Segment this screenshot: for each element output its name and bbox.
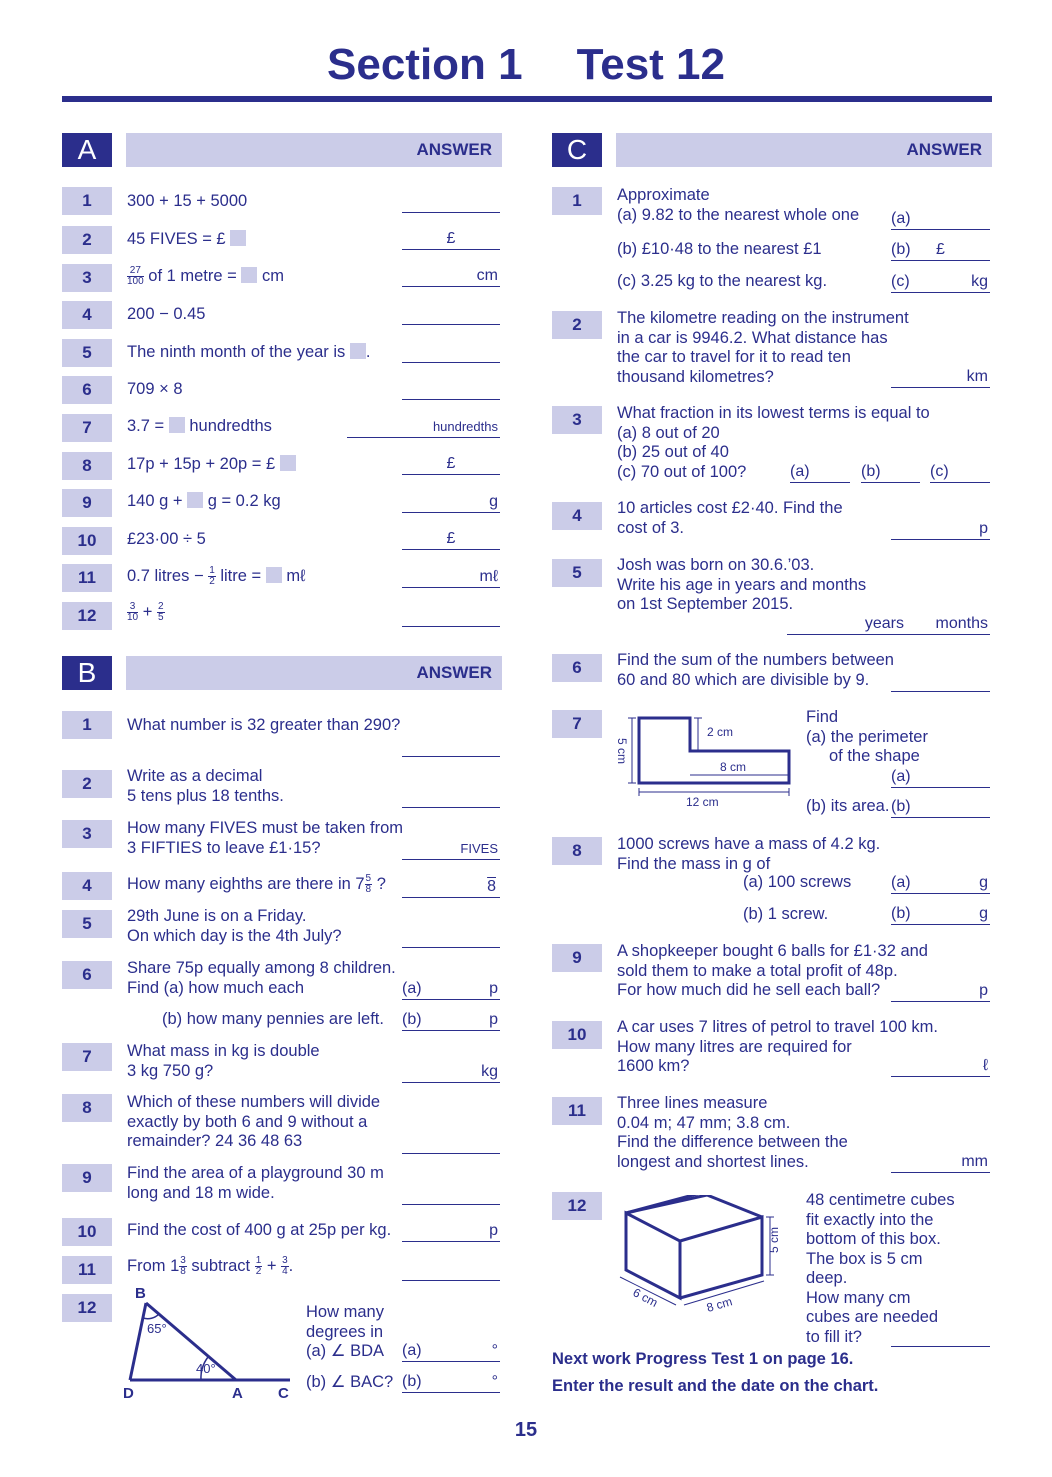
b-answer-7[interactable]: kg [402,1062,500,1083]
section-c-label: C [552,133,602,167]
b-num-8: 8 [62,1094,112,1122]
c-answer-3b[interactable]: (b) [861,462,920,483]
vertex-a: A [232,1385,243,1400]
b-num-3: 3 [62,820,112,848]
a-num-6: 6 [62,376,112,404]
c-num-1: 1 [552,187,602,215]
c-answer-6[interactable] [891,671,990,692]
c-q8: 1000 screws have a mass of 4.2 kg. Find the mass in g of [617,835,881,873]
b-q7: What mass in kg is double 3 kg 750 g? [127,1042,320,1080]
a-q8: 17p + 15p + 20p = £ [127,455,296,475]
c-q8b: (b) 1 screw. [743,905,829,923]
c-q7: Find (a) the perimeter of the shape [806,708,928,765]
b-num-5: 5 [62,910,112,938]
c-q5: Josh was born on 30.6.’03. Write his age in years and months on 1st September 2015. [617,556,867,613]
b-num-6: 6 [62,961,112,989]
a-num-8: 8 [62,452,112,480]
a-q3: $\frac{27}{100}$ of 1 metre = cm [127,265,284,287]
b-q8: Which of these numbers will divide exactly by both 6 and 9 without a remainder? 24 36 48 63 [127,1093,381,1150]
blank-box [230,230,246,246]
a-num-7: 7 [62,414,112,442]
b-q3: How many FIVES must be taken from 3 FIFTIES to leave £1·15? [127,819,404,857]
a-answer-11[interactable]: mℓ [402,567,500,588]
b-answer-10[interactable]: p [402,1221,500,1242]
b-answer-6a[interactable]: (a) p [402,979,500,1000]
b-q9: Find the area of a playground 30 m long and 18 m wide. [127,1164,384,1202]
b-num-10: 10 [62,1218,112,1246]
b-answer-2[interactable] [402,787,500,808]
a-answer-2[interactable]: £ [402,229,500,250]
c-q1: Approximate (a) 9.82 to the nearest whole one [617,186,860,224]
a-q6: 709 × 8 [127,380,183,398]
c-num-12: 12 [552,1192,602,1220]
c-answer-2[interactable]: km [891,367,990,388]
c-answer-3a[interactable]: (a) [790,462,850,483]
test-title: Test 12 [576,40,725,89]
a-q4: 200 − 0.45 [127,305,206,323]
c-answer-3c[interactable]: (c) [930,462,990,483]
angle-65: 65° [147,1321,167,1336]
a-q10: £23·00 ÷ 5 [127,530,206,548]
c-q1c: (c) 3.25 kg to the nearest kg. [617,272,828,290]
a-q5: The ninth month of the year is . [127,343,371,361]
header-rule [62,96,992,102]
box-diagram [612,1195,802,1325]
c-answer-4[interactable]: p [891,519,990,540]
c-num-9: 9 [552,944,602,972]
a-num-1: 1 [62,187,112,215]
section-a-answer-bar: ANSWER [126,133,502,167]
c-answer-8a[interactable]: (a) g [891,873,990,894]
box-height-label: 5 cm [767,1226,781,1253]
a-num-12: 12 [62,602,112,630]
a-q11: 0.7 litres − $\frac{1}{2}$ litre = mℓ [127,565,306,587]
c-num-4: 4 [552,502,602,530]
section-title: Section 1 [327,40,523,89]
b-q11: From 1 $\frac{3}{8}$ subtract $\frac{1}{2}$ + $\frac{3}{4}$ . [127,1255,294,1277]
c-answer-12[interactable] [891,1326,990,1347]
b-answer-8[interactable] [402,1133,500,1154]
box-width-label: 8 cm [704,1294,734,1315]
a-answer-7[interactable]: hundredths [347,417,500,438]
a-answer-6[interactable] [402,379,500,400]
footer-chart-note: Enter the result and the date on the chart. [552,1377,879,1395]
a-num-4: 4 [62,301,112,329]
a-answer-10[interactable]: £ [402,529,500,550]
c-num-2: 2 [552,311,602,339]
b-answer-6b[interactable]: (b) p [402,1010,500,1031]
a-q2: 45 FIVES = £ [127,230,246,250]
page-title [0,40,1052,90]
c-q6: Find the sum of the numbers between 60 and 80 which are divisible by 9. [617,651,894,689]
c-q8a: (a) 100 screws [743,873,852,891]
angle-40: 40° [196,1361,216,1376]
a-q12: $\frac{3}{10}$ + $\frac{2}{5}$ [127,601,164,623]
c-answer-8b[interactable]: (b) g [891,904,990,925]
a-q7: 3.7 = hundredths [127,417,272,435]
b-q1: What number is 32 greater than 290? [127,716,401,734]
b-num-7: 7 [62,1043,112,1071]
c-answer-1a[interactable]: (a) [891,209,990,230]
c-num-7: 7 [552,710,602,738]
a-answer-8[interactable]: £ [402,454,500,475]
c-num-8: 8 [552,837,602,865]
vertex-c: C [278,1385,289,1400]
b-num-12: 12 [62,1294,112,1322]
b-q10: Find the cost of 400 g at 25p per kg. [127,1221,392,1239]
a-num-5: 5 [62,339,112,367]
c-answer-11[interactable]: mm [891,1152,990,1173]
triangle-diagram [118,1285,298,1400]
c-num-10: 10 [552,1021,602,1049]
c-answer-5[interactable]: years months [787,614,990,635]
b-q2: Write as a decimal 5 tens plus 18 tenths. [127,767,284,805]
b-num-11: 11 [62,1256,112,1284]
c-answer-7b[interactable]: (b) [891,797,990,818]
c-answer-1b[interactable]: (b) £ [891,240,990,261]
a-answer-9[interactable]: g [402,492,500,513]
vertex-d: D [123,1385,134,1400]
c-q3: What fraction in its lowest terms is equal to (a) 8 out of 20 (b) 25 out of 40 (c) 70 out of 100? [617,404,930,481]
b-q5: 29th June is on a Friday. On which day is the 4th July? [127,907,342,945]
a-num-2: 2 [62,226,112,254]
a-answer-4[interactable] [402,304,500,325]
b-q6b: (b) how many pennies are left. [162,1010,384,1028]
box-depth-label: 6 cm [630,1285,661,1310]
shape-w3-label: 12 cm [686,795,719,809]
a-answer-12[interactable] [402,606,500,627]
a-num-11: 11 [62,564,112,592]
c-num-11: 11 [552,1097,602,1125]
a-answer-1[interactable] [402,192,500,213]
page-number: 15 [514,1419,538,1441]
shape-w2-label: 8 cm [720,760,747,774]
b-answer-3[interactable]: FIVES [402,839,500,860]
b-num-2: 2 [62,770,112,798]
a-q9: 140 g + g = 0.2 kg [127,492,281,510]
shape-height-label: 5 cm [615,738,629,765]
b-q12: How many degrees in (a) ∠ BDA [306,1303,385,1360]
c-q7b: (b) its area. [806,797,890,815]
a-q1: 300 + 15 + 5000 [127,192,248,210]
b-answer-12a[interactable]: (a) ° [402,1341,500,1362]
b-answer-11[interactable] [402,1260,500,1281]
c-num-5: 5 [552,559,602,587]
a-answer-3[interactable]: cm [402,266,500,287]
c-q1b: (b) £10·48 to the nearest £1 [617,240,822,258]
section-b-label: B [62,656,112,690]
vertex-b: B [135,1285,146,1302]
l-shape-diagram [612,708,802,813]
c-answer-10[interactable]: ℓ [891,1056,990,1077]
c-q2: The kilometre reading on the instrument in a car is 9946.2. What distance has the car to travel for it to read ten thousand kilometres? [617,309,909,386]
b-answer-9[interactable] [402,1184,500,1205]
b-q12b: (b) ∠ BAC? [306,1373,394,1391]
section-c-answer-bar: ANSWER [616,133,992,167]
a-num-9: 9 [62,489,112,517]
shape-w1-label: 2 cm [707,725,734,739]
b-q4: How many eighths are there in 7 $\frac{5}{8}$ ? [127,873,386,895]
c-q12: 48 centimetre cubes fit exactly into the bottom of this box. The box is 5 cm deep. How many cm cubes are needed to fill it? [806,1191,955,1346]
c-q11: Three lines measure 0.04 m; 47 mm; 3.8 cm. Find the difference between the longest and shortest lines. [617,1094,848,1171]
b-q6: Share 75p equally among 8 children. Find (a) how much each [127,959,396,997]
b-answer-5[interactable] [402,927,500,948]
c-num-3: 3 [552,406,602,434]
c-answer-1c[interactable]: (c) kg [891,272,990,293]
section-b-answer-bar: ANSWER [126,656,502,690]
b-answer-4[interactable]: 8 [402,877,500,898]
c-q10: A car uses 7 litres of petrol to travel 100 km. How many litres are required for 1600 km? [617,1018,938,1075]
a-num-10: 10 [62,527,112,555]
a-num-3: 3 [62,264,112,292]
b-num-9: 9 [62,1164,112,1192]
c-answer-7a[interactable]: (a) [891,767,990,788]
b-answer-12b[interactable]: (b) ° [402,1372,500,1393]
b-answer-1[interactable] [402,736,500,757]
section-a-label: A [62,133,112,167]
c-q4: 10 articles cost £2·40. Find the cost of 3. [617,499,843,537]
footer-next-work: Next work Progress Test 1 on page 16. [552,1350,854,1368]
c-q9: A shopkeeper bought 6 balls for £1·32 and sold them to make a total profit of 48p. For how much did he sell each ball? [617,942,928,999]
c-num-6: 6 [552,654,602,682]
c-answer-9[interactable]: p [891,981,990,1002]
a-answer-5[interactable] [402,342,500,363]
b-num-4: 4 [62,872,112,900]
b-num-1: 1 [62,711,112,739]
